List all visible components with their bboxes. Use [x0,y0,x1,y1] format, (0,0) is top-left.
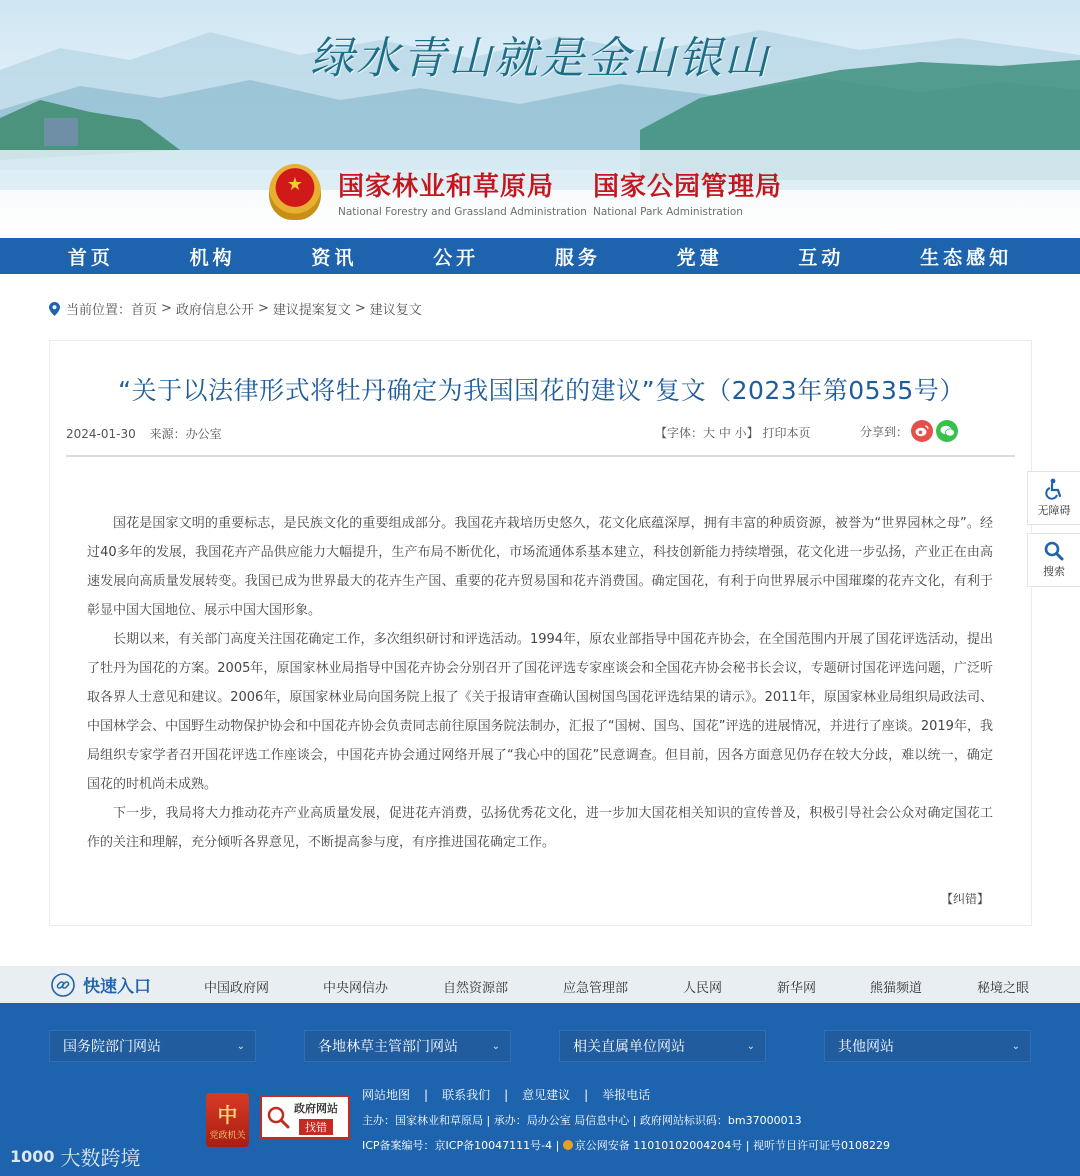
gov-site-label: 政府网站 [294,1101,338,1115]
quick-link-mem[interactable]: 应急管理部 [563,981,629,996]
share-bar [860,420,958,442]
breadcrumb-prefix: 当前位置： [66,303,132,318]
article-paragraph: 长期以来，有关部门高度关注国花确定工作，多次组织研讨和评选活动。1994年，原农业部指导中国花卉协会，在全国范围内开展了国花评选活动，提出了牡丹为国花的方案。2005年，原国家林业局指导中国花卉协会分别召开了国花评选专家座谈会和全国花卉协会秘书长会议，专题研讨国花评选问题，广泛听取各界人士意见和建议。2006年，原国家林业局向国务院上报了《关于报请审查确认国树国鸟国花评选结果的请示》。2011年，原国家林业局组织局政法司、中国林学会、中国野生动物保护协会和中国花卉协会负责同志前往原国务院法制办，汇报了“国树、国鸟、国花”评选的进展情况，并进行了座谈。2019年，我局组织专家学者召开国花评选工作座谈会，中国花卉协会通过网络开展了“我心中的国花”民意调查。但目前，因各方面意见仍存在较大分歧，难以统一，确定国花的时机尚未成熟。 [87,632,993,792]
affiliate-sites-select[interactable] [559,1030,766,1062]
org-name-park: 国家公园管理局 [593,172,783,202]
link-icon [51,973,75,997]
chevron-down-icon: ⌄ [236,1040,245,1052]
dept-sites-select[interactable] [49,1030,256,1062]
party-gov-badge-label: 党政机关 [209,1131,246,1141]
quick-link-xinhua[interactable]: 新华网 [777,981,817,996]
font-size-toggle[interactable]: 【字体：大 中 小】 [655,426,759,440]
footer-link-contact[interactable]: 联系我们 [442,1088,491,1102]
article-title: “关于以法律形式将牡丹确定为我国国花的建议”复文（2023年第0535号） [118,376,965,405]
article-tools [655,424,810,441]
article-body [87,509,993,857]
footer-link-feedback[interactable]: 意见建议 [522,1088,571,1102]
main-nav [0,238,1080,274]
nav-item-home[interactable]: 首页 [67,246,114,269]
share-label: 分享到： [860,424,909,439]
quick-link-panda[interactable]: 熊猫频道 [870,981,923,996]
watermark-logo: 1000 [10,1147,55,1166]
search-button[interactable] [1027,533,1080,587]
national-emblem-icon [269,164,321,220]
chevron-down-icon: ⌄ [1011,1040,1020,1052]
find-error-label: 找错 [299,1119,333,1135]
breadcrumb-home[interactable]: 首页 [131,303,158,318]
org-name-park-en: National Park Administration [593,206,743,218]
org-name-forestry-en: National Forestry and Grassland Administration [338,206,587,218]
correction-link[interactable]: 【纠错】 [940,892,989,906]
article-meta [66,425,232,442]
nav-item-news[interactable]: 资讯 [311,246,358,269]
party-gov-badge[interactable]: 中 党政机关 [206,1093,249,1147]
footer-links: 网站地图 | 联系我们 | 意见建议 | 举报电话 [362,1088,651,1102]
nav-item-ecology[interactable]: 生态感知 [920,246,1013,269]
weibo-share-icon[interactable] [911,420,933,442]
accessibility-label: 无障碍 [1037,504,1071,517]
org-name-forestry: 国家林业和草原局 [338,172,555,202]
chevron-down-icon: ⌄ [746,1040,755,1052]
nav-item-interaction[interactable]: 互动 [798,246,845,269]
footer-link-sitemap[interactable]: 网站地图 [362,1088,411,1102]
quick-link-mnr[interactable]: 自然资源部 [443,981,509,996]
police-record[interactable]: 京公网安备 11010102004204号 | 视听节目许可证号0108229 [574,1139,890,1152]
watermark-text: 大数跨境 [60,1146,141,1170]
nav-item-party[interactable]: 党建 [676,246,723,269]
footer-link-report[interactable]: 举报电话 [602,1088,651,1102]
search-icon [1044,541,1064,561]
local-sites-select[interactable] [304,1030,511,1062]
title-divider [66,455,1015,457]
chevron-down-icon: ⌄ [491,1040,500,1052]
icp-record[interactable]: ICP备案编号：京ICP备10047111号-4 | [362,1139,563,1152]
quick-entry-bar [0,966,1080,1003]
location-pin-icon [49,302,60,316]
quick-link-cac[interactable]: 中央网信办 [323,981,389,996]
article-source: 来源：办公室 [149,427,222,441]
breadcrumb-proposals[interactable]: 建议提案复文 [272,303,351,318]
quick-link-gov[interactable]: 中国政府网 [204,981,270,996]
breadcrumb-separator: > [161,301,172,316]
nav-item-public[interactable]: 公开 [433,246,480,269]
breadcrumb-gov-info[interactable]: 政府信息公开 [175,303,254,318]
breadcrumb-separator: > [354,301,366,316]
search-label: 搜索 [1043,565,1065,578]
quick-link-people[interactable]: 人民网 [683,981,723,996]
breadcrumb-separator: > [257,301,269,316]
footer-sponsor-info: 主办：国家林业和草原局 | 承办：局办公室 局信息中心 | 政府网站标识码：bm37000013 [362,1114,802,1127]
header-banner [0,0,1080,238]
wechat-share-icon[interactable] [936,420,958,442]
wheelchair-icon [1044,478,1064,500]
article-paragraph: 下一步，我局将大力推动花卉产业高质量发展，促进花卉消费，弘扬优秀花文化，进一步加大国花相关知识的宣传普及，积极引导社会公众对确定国花工作的关注和理解，充分倾听各界意见，不断提高参与度，有序推进国花确定工作。 [87,806,993,850]
select-label: 国务院部门网站 [63,1039,161,1055]
other-sites-select[interactable] [824,1030,1031,1062]
breadcrumb-suggestion-replies[interactable]: 建议复文 [369,303,422,318]
breadcrumb [49,299,422,318]
footer-license-info [362,1137,890,1153]
publish-date: 2024-01-30 [66,427,136,441]
gov-site-error-badge[interactable] [260,1095,350,1139]
footer [0,1003,1080,1176]
select-label: 相关直属单位网站 [573,1039,685,1055]
magnifier-icon [266,1105,290,1129]
watermark [10,1142,141,1171]
article-paragraph: 国花是国家文明的重要标志，是民族文化的重要组成部分。我国花卉栽培历史悠久，花文化底蕴深厚，拥有丰富的种质资源，被誉为“世界园林之母”。经过40多年的发展，我国花卉产品供应能力大幅提升，生产布局不断优化，市场流通体系基本建立，科技创新能力持续增强，花文化进一步弘扬，产业正在由高速发展向高质量发展转变。我国已成为世界最大的花卉生产国、重要的花卉贸易国和花卉消费国。确定国花，有利于向世界展示中国璀璨的花卉文化，有利于彰显中国大国地位、展示中国大国形象。 [87,516,993,618]
quick-entry-title [51,972,204,997]
nav-item-organization[interactable]: 机构 [189,246,236,269]
article-container [49,340,1032,926]
slogan: 绿水青山就是金山银山 [310,33,770,84]
accessibility-button[interactable] [1027,471,1080,525]
select-label: 各地林草主管部门网站 [318,1039,458,1055]
nav-item-service[interactable]: 服务 [554,246,601,269]
quick-link-secret-eye[interactable]: 秘境之眼 [977,981,1030,996]
police-badge-icon [563,1140,573,1150]
quick-entry-label: 快速入口 [83,977,151,997]
print-button[interactable]: 打印本页 [762,426,811,440]
select-label: 其他网站 [838,1039,894,1055]
